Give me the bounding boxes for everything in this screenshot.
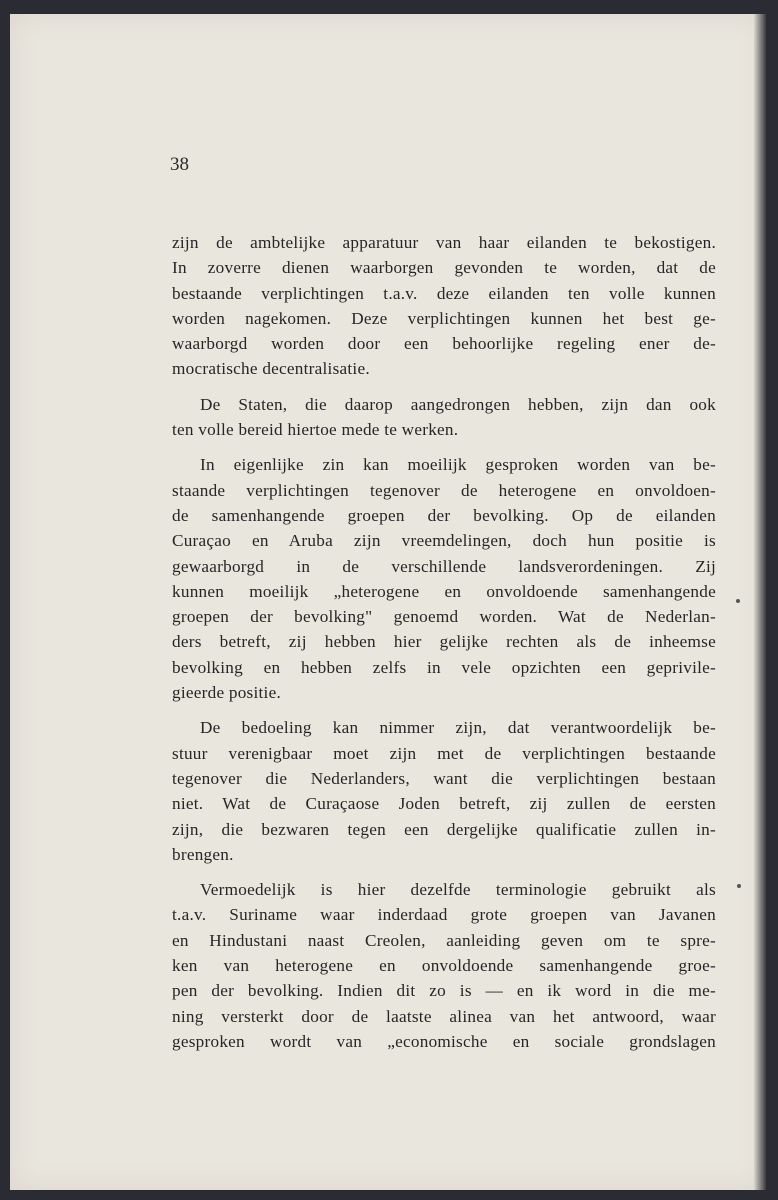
text-line: pen der bevolking. Indien dit zo is — en ik word in die me-	[172, 981, 716, 1001]
print-speck	[736, 599, 740, 603]
print-speck	[737, 884, 741, 888]
text-line: de samenhangende groepen der bevolking. Op de eilanden	[172, 505, 716, 525]
text-line: ning versterkt door de laatste alinea van het antwoord, waar	[172, 1006, 716, 1026]
text-line: t.a.v. Suriname waar inderdaad grote groepen van Javanen	[172, 905, 716, 925]
text-line: ken van heterogene en onvoldoende samenhangende groe-	[172, 956, 716, 976]
text-line: kunnen moeilijk „heterogene en onvoldoende samenhangende	[172, 581, 716, 601]
text-line: niet. Wat de Curaçaose Joden betreft, zij zullen de eersten	[172, 794, 716, 814]
text-line: De Staten, die daarop aangedrongen hebben, zijn dan ook	[200, 394, 716, 414]
page-number: 38	[170, 154, 189, 175]
text-line: ders betreft, zij hebben hier gelijke rechten als de inheemse	[172, 632, 716, 652]
page-edge-shadow	[754, 14, 766, 1190]
text-line: In zoverre dienen waarborgen gevonden te worden, dat de	[172, 258, 716, 278]
text-line: mocratische decentralisatie.	[172, 359, 370, 379]
text-line: worden nagekomen. Deze verplichtingen kunnen het best ge-	[172, 308, 716, 328]
text-line: bevolking en hebben zelfs in vele opzichten een geprivile-	[172, 657, 716, 677]
text-line: waarborgd worden door een behoorlijke regeling ener de-	[172, 334, 716, 354]
paragraph	[172, 230, 716, 382]
body-text	[172, 230, 716, 1064]
text-line: zijn, die bezwaren tegen een dergelijke qualificatie zullen in-	[172, 819, 716, 839]
paragraph	[172, 452, 716, 705]
text-line: gesproken wordt van „economische en sociale grondslagen	[172, 1031, 716, 1051]
text-line: zijn de ambtelijke apparatuur van haar eilanden te bekostigen.	[172, 233, 716, 252]
text-line: Vermoedelijk is hier dezelfde terminologie gebruikt als	[200, 880, 716, 900]
text-line: brengen.	[172, 844, 234, 864]
paragraph	[172, 877, 716, 1054]
text-line: groepen der bevolking" genoemd worden. Wat de Nederlan-	[172, 607, 716, 627]
text-line: en Hindustani naast Creolen, aanleiding geven om te spre-	[172, 930, 716, 950]
text-line: ten volle bereid hiertoe mede te werken.	[172, 420, 459, 440]
text-line: De bedoeling kan nimmer zijn, dat verantwoordelijk be-	[200, 718, 716, 738]
text-line: stuur verenigbaar moet zijn met de verplichtingen bestaande	[172, 743, 716, 763]
text-line: gewaarborgd in de verschillende landsverordeningen. Zij	[172, 556, 716, 576]
text-line: Curaçao en Aruba zijn vreemdelingen, doch hun positie is	[172, 531, 716, 551]
book-page	[10, 14, 766, 1190]
paragraph	[172, 392, 716, 443]
text-line: bestaande verplichtingen t.a.v. deze eilanden ten volle kunnen	[172, 283, 716, 303]
text-line: gieerde positie.	[172, 683, 281, 703]
text-line: staande verplichtingen tegenover de heterogene en onvoldoen-	[172, 480, 716, 500]
text-line: tegenover die Nederlanders, want die verplichtingen bestaan	[172, 768, 716, 788]
text-line: In eigenlijke zin kan moeilijk gesproken worden van be-	[200, 455, 716, 475]
paragraph	[172, 715, 716, 867]
